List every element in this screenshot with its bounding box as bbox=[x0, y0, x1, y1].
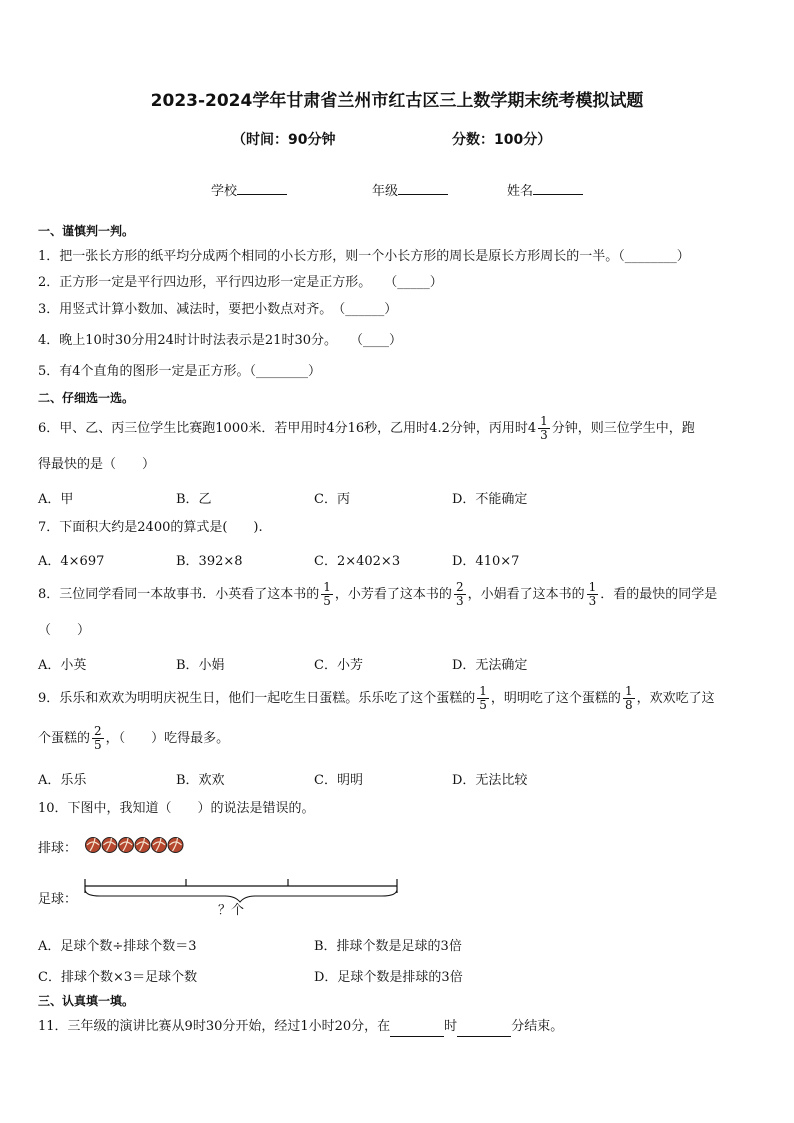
school-label: 学校 bbox=[211, 184, 238, 199]
q9-text-a: 9．乐乐和欢欢为明明庆祝生日，他们一起吃生日蛋糕。乐乐吃了这个蛋糕的 bbox=[38, 691, 476, 706]
q10-option-c[interactable]: C．排球个数×3＝足球个数 bbox=[38, 970, 198, 985]
q7-option-a[interactable]: A．4×697 bbox=[38, 554, 105, 569]
volleyball-label: 排球： bbox=[38, 841, 78, 856]
q6-option-d[interactable]: D．不能确定 bbox=[452, 492, 528, 507]
volleyball-icon bbox=[119, 838, 134, 853]
q7-option-b[interactable]: B．392×8 bbox=[176, 554, 243, 569]
question-9 bbox=[38, 684, 715, 714]
q8-fraction-3: $\frac{1}{3}$ bbox=[588, 580, 597, 608]
q11-minute-blank[interactable] bbox=[457, 1018, 511, 1037]
question-5: 5．有4个直角的图形一定是正方形。（________） bbox=[38, 364, 322, 379]
q8-text-a: 8．三位同学看同一本故事书．小英看了这本书的 bbox=[38, 587, 320, 602]
name-label: 姓名 bbox=[507, 184, 534, 199]
question-2: 2．正方形一定是平行四边形，平行四边形一定是正方形。 （_____） bbox=[38, 275, 443, 290]
q9-text-c: ，欢欢吃了这 bbox=[636, 691, 715, 706]
q8-option-b[interactable]: B．小娟 bbox=[176, 658, 225, 673]
question-8-cont: （ ） bbox=[38, 623, 91, 638]
q9-text-e: ，（ ）吃得最多。 bbox=[105, 731, 230, 746]
q6-option-a[interactable]: A．甲 bbox=[38, 492, 74, 507]
volleyball-svg bbox=[84, 836, 188, 854]
q11-text-b: 时 bbox=[444, 1019, 458, 1034]
q10-option-d[interactable]: D．足球个数是排球的3倍 bbox=[314, 970, 463, 985]
q8-text-d: ．看的最快的同学是 bbox=[600, 587, 718, 602]
q6-option-c[interactable]: C．丙 bbox=[314, 492, 350, 507]
question-4: 4．晚上10时30分用24时计时法表示是21时30分。 （____） bbox=[38, 333, 402, 348]
q11-text-c: 分结束。 bbox=[511, 1019, 564, 1034]
q11-text-a: 11．三年级的演讲比赛从9时30分开始，经过1小时20分，在 bbox=[38, 1019, 391, 1034]
q6-text-b: 分钟，则三位学生中，跑 bbox=[551, 421, 695, 436]
q9-option-b[interactable]: B．欢欢 bbox=[176, 773, 225, 788]
q9-text-d: 个蛋糕的 bbox=[38, 731, 91, 746]
name-field[interactable] bbox=[507, 180, 583, 199]
q8-text-c: ，小娟看了这本书的 bbox=[467, 587, 585, 602]
q10-option-a[interactable]: A．足球个数÷排球个数＝3 bbox=[38, 939, 197, 954]
question-7: 7．下面积大约是2400的算式是( ). bbox=[38, 520, 263, 535]
q8-option-d[interactable]: D．无法确定 bbox=[452, 658, 528, 673]
volleyball-icon bbox=[152, 838, 167, 853]
q7-option-c[interactable]: C．2×402×3 bbox=[314, 554, 401, 569]
q8-option-c[interactable]: C．小芳 bbox=[314, 658, 363, 673]
question-mark-label: ？个 bbox=[218, 903, 245, 918]
question-1: 1．把一张长方形的纸平均分成两个相同的小长方形，则一个小长方形的周长是原长方形周长的一半。（________） bbox=[38, 249, 690, 264]
football-label: 足球： bbox=[38, 892, 78, 907]
question-9-cont bbox=[38, 724, 229, 754]
q9-fraction-2: $\frac{1}{8}$ bbox=[624, 684, 633, 712]
name-blank[interactable] bbox=[533, 182, 583, 195]
exam-score: 分数：100分） bbox=[452, 132, 552, 148]
q9-fraction-3: $\frac{2}{5}$ bbox=[94, 724, 102, 752]
volleyball-icon bbox=[86, 838, 101, 853]
section3-title: 三、认真填一填。 bbox=[38, 994, 135, 1008]
grade-label: 年级 bbox=[372, 184, 399, 199]
q9-text-b: ，明明吃了这个蛋糕的 bbox=[490, 691, 621, 706]
q9-option-a[interactable]: A．乐乐 bbox=[38, 773, 87, 788]
q7-option-d[interactable]: D．410×7 bbox=[452, 554, 520, 569]
exam-time: （时间：90分钟 bbox=[232, 132, 336, 148]
question-6-cont: 得最快的是（ ） bbox=[38, 457, 156, 472]
q8-text-b: ，小芳看了这本书的 bbox=[334, 587, 452, 602]
question-11 bbox=[38, 1018, 563, 1037]
grade-field[interactable] bbox=[372, 180, 448, 199]
section1-title: 一、谨慎判一判。 bbox=[38, 224, 135, 238]
grade-blank[interactable] bbox=[398, 182, 448, 195]
q10-option-b[interactable]: B．排球个数是足球的3倍 bbox=[314, 939, 462, 954]
q11-hour-blank[interactable] bbox=[390, 1018, 444, 1037]
school-blank[interactable] bbox=[237, 182, 287, 195]
q8-option-a[interactable]: A．小英 bbox=[38, 658, 87, 673]
section2-title: 二、仔细选一选。 bbox=[38, 391, 135, 405]
question-10: 10．下图中，我知道（ ）的说法是错误的。 bbox=[38, 801, 315, 816]
school-field[interactable] bbox=[211, 180, 287, 199]
question-6 bbox=[38, 414, 695, 444]
q9-option-c[interactable]: C．明明 bbox=[314, 773, 363, 788]
q6-text-a: 6．甲、乙、丙三位学生比赛跑1000米．若甲用时4分16秒，乙用时4.2分钟，丙用时4 bbox=[38, 421, 537, 436]
q8-fraction-1: $\frac{1}{5}$ bbox=[323, 580, 331, 608]
volleyball-icon bbox=[135, 838, 150, 853]
q6-option-b[interactable]: B．乙 bbox=[176, 492, 212, 507]
volleyball-icon bbox=[168, 838, 183, 853]
volleyball-icon bbox=[102, 838, 117, 853]
q6-fraction: $\frac{1}{3}$ bbox=[540, 414, 548, 442]
volleyball-row bbox=[84, 836, 188, 854]
question-8 bbox=[38, 580, 717, 610]
q8-fraction-2: $\frac{2}{3}$ bbox=[455, 580, 464, 608]
question-3: 3．用竖式计算小数加、减法时，要把小数点对齐。 （______） bbox=[38, 302, 398, 317]
q9-fraction-1: $\frac{1}{5}$ bbox=[479, 684, 487, 712]
page-title: 2023-2024学年甘肃省兰州市红古区三上数学期末统考模拟试题 bbox=[150, 91, 644, 111]
q9-option-d[interactable]: D．无法比较 bbox=[452, 773, 528, 788]
